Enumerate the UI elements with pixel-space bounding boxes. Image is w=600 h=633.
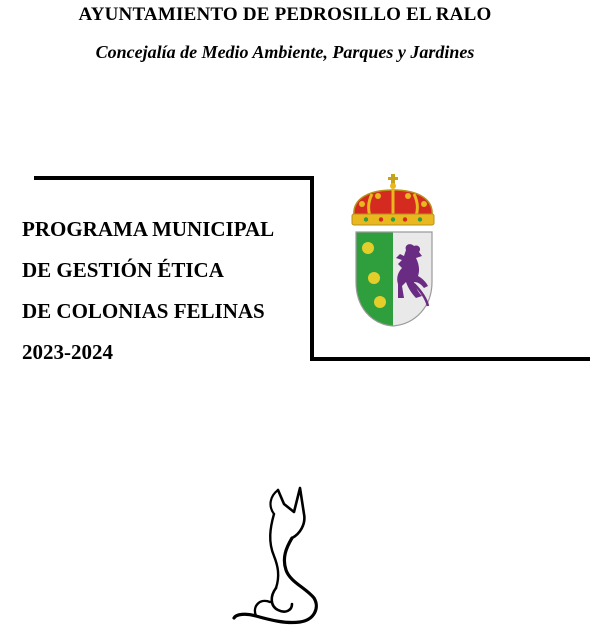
coat-of-arms-icon [348,174,438,329]
gold-roundel-icon [368,272,380,284]
program-title-line-2: DE GESTIÓN ÉTICA [22,258,224,282]
frame-line-bottom [310,357,590,361]
crown-icon [352,174,434,225]
cat-outline-icon [230,484,322,626]
program-title-line-1: PROGRAMA MUNICIPAL [22,217,275,241]
frame-line-vertical [310,176,314,361]
frame-line-top [34,176,314,180]
gold-roundel-icon [374,296,386,308]
header-title: AYUNTAMIENTO DE PEDROSILLO EL RALO [78,4,492,25]
header-subtitle: Concejalía de Medio Ambiente, Parques y Jardines [95,42,475,62]
program-title-year: 2023-2024 [22,340,113,364]
program-title-line-3: DE COLONIAS FELINAS [22,299,265,323]
program-title [22,209,274,373]
gold-roundel-icon [362,242,374,254]
